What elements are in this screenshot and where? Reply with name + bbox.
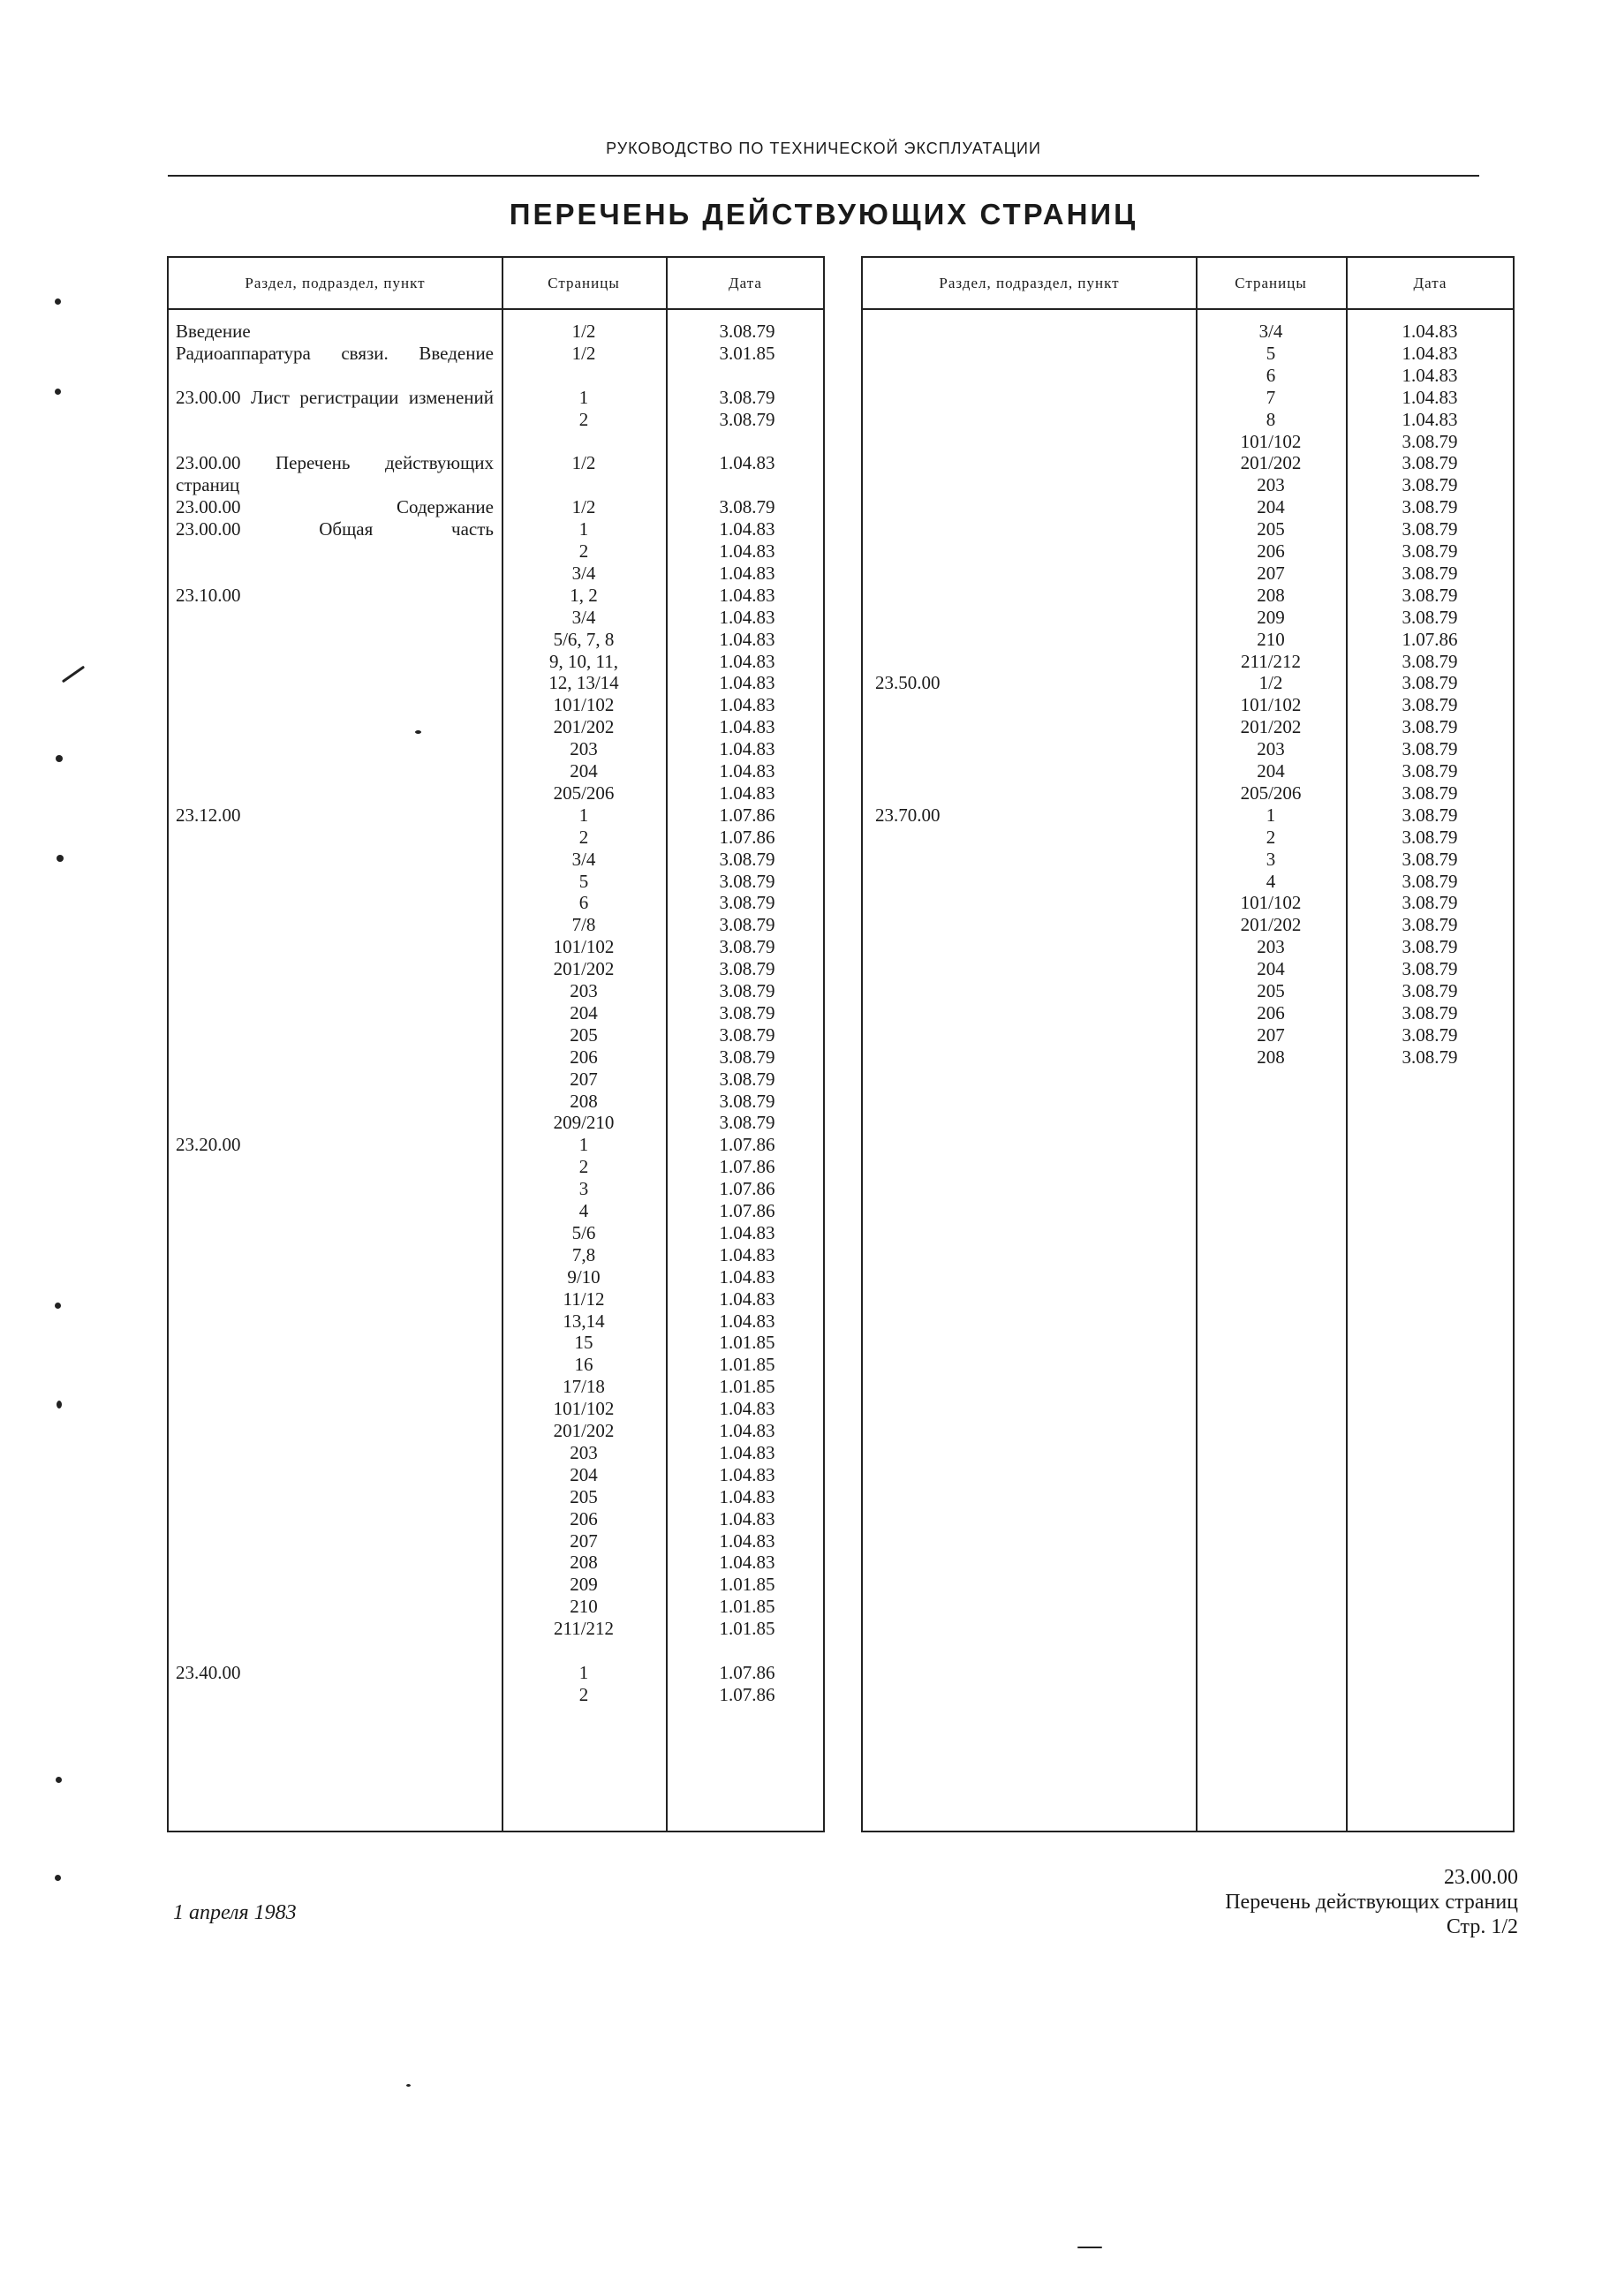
pages-cell: 1	[578, 518, 589, 540]
date-cell: 1.04.83	[719, 1529, 775, 1552]
pages-cell: 211/212	[553, 1618, 615, 1640]
date-cell: 1.04.83	[719, 1441, 775, 1463]
column-header-date: Дата	[729, 275, 762, 291]
date-cell: 1.07.86	[719, 826, 775, 848]
pages-cell: 9/10	[567, 1265, 601, 1288]
pages-cell: 208	[1257, 584, 1285, 606]
issue-date: 1 апреля 1983	[173, 1901, 297, 1924]
date-cell: 1.04.83	[1402, 386, 1458, 408]
pages-cell: 101/102	[1240, 892, 1302, 914]
pages-cell: 203	[570, 980, 598, 1001]
pages-cell: 210	[570, 1596, 598, 1618]
pages-cell: 3/4	[571, 562, 596, 584]
date-cell: 1.04.83	[719, 584, 775, 606]
pages-cell: 206	[1257, 540, 1285, 562]
date-cell: 3.08.79	[1402, 738, 1458, 760]
pages-cell: 2	[1266, 826, 1276, 848]
column-divider	[666, 258, 668, 1831]
date-cell: 1.07.86	[719, 1156, 775, 1178]
pages-cell: 4	[1266, 870, 1276, 892]
date-cell: 3.08.79	[1402, 936, 1458, 958]
pages-cell: 8	[1266, 408, 1276, 430]
date-cell: 3.08.79	[719, 914, 775, 936]
pages-cell: 7/8	[571, 914, 596, 936]
date-cell: 3.08.79	[719, 1068, 775, 1090]
pages-cell: 17/18	[563, 1376, 605, 1398]
pages-cell: 7,8	[571, 1243, 596, 1265]
pages-cell: 101/102	[553, 1398, 615, 1420]
pages-cell: 1	[578, 804, 589, 826]
date-cell: 1.04.83	[719, 1265, 775, 1288]
column-header-date: Дата	[1413, 275, 1447, 291]
date-cell: 3.08.79	[1402, 452, 1458, 474]
pages-cell: 1/2	[571, 321, 596, 342]
pages-cell: 1	[578, 1134, 589, 1156]
pages-cell: 205/206	[1240, 782, 1302, 804]
page-number: Стр. 1/2	[1446, 1915, 1518, 1938]
date-cell: 3.08.79	[1402, 562, 1458, 584]
date-cell: 3.08.79	[1402, 826, 1458, 848]
right-pages-table	[861, 256, 1515, 1832]
pages-cell: 206	[1257, 1001, 1285, 1023]
pages-cell: 201/202	[1240, 914, 1302, 936]
date-cell: 3.08.79	[719, 1023, 775, 1046]
date-cell: 3.08.79	[719, 496, 775, 518]
scan-speck	[55, 298, 61, 305]
pages-cell: 204	[570, 1463, 598, 1485]
pages-cell: 3/4	[571, 848, 596, 870]
date-cell: 1.07.86	[719, 1661, 775, 1683]
date-cell: 3.08.79	[1402, 914, 1458, 936]
pages-cell: 1	[578, 1661, 589, 1683]
date-cell: 1.04.83	[719, 1507, 775, 1529]
pages-cell: 4	[578, 1200, 589, 1221]
date-cell: 3.08.79	[719, 321, 775, 342]
pages-cell: 15	[574, 1332, 593, 1354]
pages-cell: 207	[570, 1529, 598, 1552]
date-cell: 1.07.86	[719, 1200, 775, 1221]
scan-mark	[62, 666, 85, 684]
date-cell: 3.08.79	[1402, 870, 1458, 892]
pages-cell: 201/202	[1240, 716, 1302, 738]
section-label: 23.12.00	[176, 804, 241, 826]
date-cell: 1.04.83	[719, 782, 775, 804]
pages-cell: 3	[578, 1178, 589, 1200]
pages-cell: 203	[1257, 474, 1285, 496]
pages-cell: 203	[570, 1441, 598, 1463]
date-cell: 1.04.83	[1402, 364, 1458, 386]
date-cell: 3.08.79	[719, 1001, 775, 1023]
date-cell: 3.08.79	[719, 408, 775, 430]
pages-cell: 208	[570, 1552, 598, 1574]
column-divider	[1196, 258, 1198, 1831]
pages-cell: 208	[570, 1090, 598, 1112]
date-cell: 3.08.79	[719, 848, 775, 870]
section-label: 23.10.00	[176, 584, 241, 606]
pages-cell: 206	[570, 1507, 598, 1529]
date-cell: 1.01.85	[719, 1376, 775, 1398]
date-cell: 3.08.79	[1402, 694, 1458, 716]
page-title: ПЕРЕЧЕНЬ ДЕЙСТВУЮЩИХ СТРАНИЦ	[509, 198, 1138, 230]
date-cell: 1.07.86	[1402, 628, 1458, 650]
date-cell: 1.01.85	[719, 1618, 775, 1640]
pages-cell: 204	[1257, 496, 1285, 518]
date-cell: 1.04.83	[719, 738, 775, 760]
date-cell: 3.08.79	[1402, 980, 1458, 1001]
date-cell: 1.04.83	[719, 1463, 775, 1485]
scan-speck	[55, 1303, 61, 1309]
pages-cell: 205	[570, 1485, 598, 1507]
section-label: Введение	[176, 321, 251, 342]
date-cell: 3.08.79	[1402, 958, 1458, 980]
date-cell: 3.08.79	[1402, 1023, 1458, 1046]
date-cell: 3.08.79	[1402, 650, 1458, 672]
pages-cell: 204	[1257, 760, 1285, 782]
pages-cell: 12, 13/14	[548, 672, 619, 694]
date-cell: 3.08.79	[719, 1112, 775, 1134]
date-cell: 1.01.85	[719, 1596, 775, 1618]
pages-cell: 101/102	[1240, 694, 1302, 716]
pages-cell: 2	[578, 1156, 589, 1178]
pages-cell: 6	[578, 892, 589, 914]
section-label: 23.00.00 Общая часть	[176, 518, 494, 540]
pages-cell: 203	[570, 738, 598, 760]
pages-cell: 205/206	[553, 782, 615, 804]
manual-title: РУКОВОДСТВО ПО ТЕХНИЧЕСКОЙ ЭКСПЛУАТАЦИИ	[606, 140, 1041, 157]
section-label: 23.00.00 Лист регистрации изменений	[176, 386, 494, 408]
pages-cell: 207	[1257, 1023, 1285, 1046]
date-cell: 3.08.79	[1402, 1001, 1458, 1023]
date-cell: 3.08.79	[1402, 782, 1458, 804]
pages-cell: 1	[578, 386, 589, 408]
date-cell: 3.08.79	[1402, 496, 1458, 518]
pages-cell: 201/202	[553, 716, 615, 738]
pages-cell: 2	[578, 826, 589, 848]
date-cell: 1.04.83	[719, 1288, 775, 1310]
scan-speck	[56, 755, 63, 762]
section-label: 23.00.00 Перечень действующих страниц	[176, 452, 494, 496]
date-cell: 1.01.85	[719, 1332, 775, 1354]
date-cell: 1.04.83	[719, 540, 775, 562]
date-cell: 1.07.86	[719, 1134, 775, 1156]
column-header-pages: Страницы	[1235, 275, 1307, 291]
left-pages-table	[167, 256, 825, 1832]
pages-cell: 101/102	[1240, 430, 1302, 452]
pages-cell: 11/12	[563, 1288, 605, 1310]
pages-cell: 5	[1266, 342, 1276, 364]
column-divider	[1346, 258, 1348, 1831]
date-cell: 3.08.79	[1402, 540, 1458, 562]
pages-cell: 1/2	[571, 496, 596, 518]
column-header-pages: Страницы	[548, 275, 620, 291]
pages-cell: 1/2	[571, 342, 596, 364]
date-cell: 3.08.79	[719, 936, 775, 958]
pages-cell: 203	[1257, 738, 1285, 760]
date-cell: 1.07.86	[719, 1178, 775, 1200]
section-label: 23.20.00	[176, 1134, 241, 1156]
pages-cell: 2	[578, 540, 589, 562]
scan-speck	[406, 2084, 411, 2087]
pages-cell: 209	[1257, 606, 1285, 628]
date-cell: 3.08.79	[1402, 1046, 1458, 1068]
pages-cell: 204	[1257, 958, 1285, 980]
date-cell: 1.01.85	[719, 1574, 775, 1596]
pages-cell: 209/210	[553, 1112, 615, 1134]
header-divider	[863, 308, 1513, 310]
pages-cell: 201/202	[553, 1420, 615, 1441]
date-cell: 1.04.83	[719, 628, 775, 650]
pages-cell: 201/202	[553, 958, 615, 980]
date-cell: 1.07.86	[719, 1683, 775, 1705]
document-name: Перечень действующих страниц	[1225, 1891, 1518, 1914]
date-cell: 3.08.79	[719, 980, 775, 1001]
pages-cell: 204	[570, 1001, 598, 1023]
date-cell: 1.04.83	[719, 606, 775, 628]
date-cell: 3.08.79	[1402, 760, 1458, 782]
date-cell: 3.08.79	[1402, 804, 1458, 826]
date-cell: 1.04.83	[1402, 321, 1458, 342]
pages-cell: 206	[570, 1046, 598, 1068]
scan-speck	[415, 730, 421, 734]
date-cell: 3.08.79	[1402, 892, 1458, 914]
date-cell: 3.08.79	[1402, 430, 1458, 452]
pages-cell: 1, 2	[570, 584, 598, 606]
date-cell: 3.08.79	[1402, 584, 1458, 606]
pages-cell: 211/212	[1240, 650, 1302, 672]
scan-speck	[57, 855, 64, 862]
section-label: 23.40.00	[176, 1661, 241, 1683]
pages-cell: 205	[1257, 518, 1285, 540]
date-cell: 1.04.83	[719, 1243, 775, 1265]
date-cell: 3.08.79	[1402, 474, 1458, 496]
pages-cell: 101/102	[553, 694, 615, 716]
section-label: 23.50.00	[875, 672, 941, 694]
column-header-section: Раздел, подраздел, пункт	[245, 275, 426, 291]
pages-cell: 13,14	[563, 1310, 605, 1332]
date-cell: 1.04.83	[1402, 408, 1458, 430]
section-label: 23.00.00 Содержание	[176, 496, 494, 518]
scan-mark	[1077, 2247, 1102, 2248]
pages-cell: 3/4	[1258, 321, 1283, 342]
date-cell: 3.08.79	[719, 386, 775, 408]
date-cell: 1.04.83	[719, 1221, 775, 1243]
header-rule	[168, 175, 1479, 177]
pages-cell: 1/2	[571, 452, 596, 474]
pages-cell: 2	[578, 1683, 589, 1705]
date-cell: 1.04.83	[719, 1485, 775, 1507]
header-divider	[169, 308, 823, 310]
date-cell: 1.04.83	[1402, 342, 1458, 364]
pages-cell: 7	[1266, 386, 1276, 408]
pages-cell: 3/4	[571, 606, 596, 628]
scan-speck	[55, 1875, 61, 1881]
date-cell: 1.04.83	[719, 694, 775, 716]
pages-cell: 210	[1257, 628, 1285, 650]
date-cell: 1.04.83	[719, 562, 775, 584]
pages-cell: 1	[1266, 804, 1276, 826]
pages-cell: 203	[1257, 936, 1285, 958]
date-cell: 1.04.83	[719, 452, 775, 474]
scan-speck	[55, 389, 61, 395]
date-cell: 3.08.79	[1402, 716, 1458, 738]
pages-cell: 207	[1257, 562, 1285, 584]
page-footer	[1225, 1865, 1518, 1939]
date-cell: 1.04.83	[719, 1552, 775, 1574]
date-cell: 1.04.83	[719, 650, 775, 672]
date-cell: 3.08.79	[719, 958, 775, 980]
pages-cell: 5/6, 7, 8	[553, 628, 615, 650]
date-cell: 1.07.86	[719, 804, 775, 826]
date-cell: 3.08.79	[1402, 606, 1458, 628]
column-header-section: Раздел, подраздел, пункт	[939, 275, 1120, 291]
pages-cell: 3	[1266, 848, 1276, 870]
scan-speck	[57, 1401, 62, 1409]
pages-cell: 5/6	[571, 1221, 596, 1243]
column-divider	[502, 258, 503, 1831]
date-cell: 3.08.79	[1402, 672, 1458, 694]
section-label: Радиоаппаратура связи. Введение	[176, 342, 494, 364]
pages-cell: 2	[578, 408, 589, 430]
date-cell: 3.01.85	[719, 342, 775, 364]
scan-speck	[56, 1777, 62, 1783]
date-cell: 1.04.83	[719, 716, 775, 738]
pages-cell: 208	[1257, 1046, 1285, 1068]
date-cell: 3.08.79	[719, 1090, 775, 1112]
date-cell: 1.04.83	[719, 518, 775, 540]
pages-cell: 16	[574, 1354, 593, 1376]
date-cell: 1.04.83	[719, 1420, 775, 1441]
pages-cell: 5	[578, 870, 589, 892]
date-cell: 3.08.79	[719, 892, 775, 914]
chapter-number: 23.00.00	[1444, 1866, 1518, 1889]
pages-cell: 1/2	[1258, 672, 1283, 694]
date-cell: 3.08.79	[719, 1046, 775, 1068]
pages-cell: 205	[570, 1023, 598, 1046]
date-cell: 3.08.79	[1402, 518, 1458, 540]
pages-cell: 209	[570, 1574, 598, 1596]
date-cell: 1.04.83	[719, 672, 775, 694]
pages-cell: 101/102	[553, 936, 615, 958]
pages-cell: 6	[1266, 364, 1276, 386]
pages-cell: 207	[570, 1068, 598, 1090]
section-label: 23.70.00	[875, 804, 941, 826]
date-cell: 1.01.85	[719, 1354, 775, 1376]
date-cell: 3.08.79	[1402, 848, 1458, 870]
date-cell: 1.04.83	[719, 1398, 775, 1420]
pages-cell: 201/202	[1240, 452, 1302, 474]
date-cell: 1.04.83	[719, 1310, 775, 1332]
pages-cell: 9, 10, 11,	[549, 650, 618, 672]
date-cell: 1.04.83	[719, 760, 775, 782]
pages-cell: 204	[570, 760, 598, 782]
date-cell: 3.08.79	[719, 870, 775, 892]
pages-cell: 205	[1257, 980, 1285, 1001]
